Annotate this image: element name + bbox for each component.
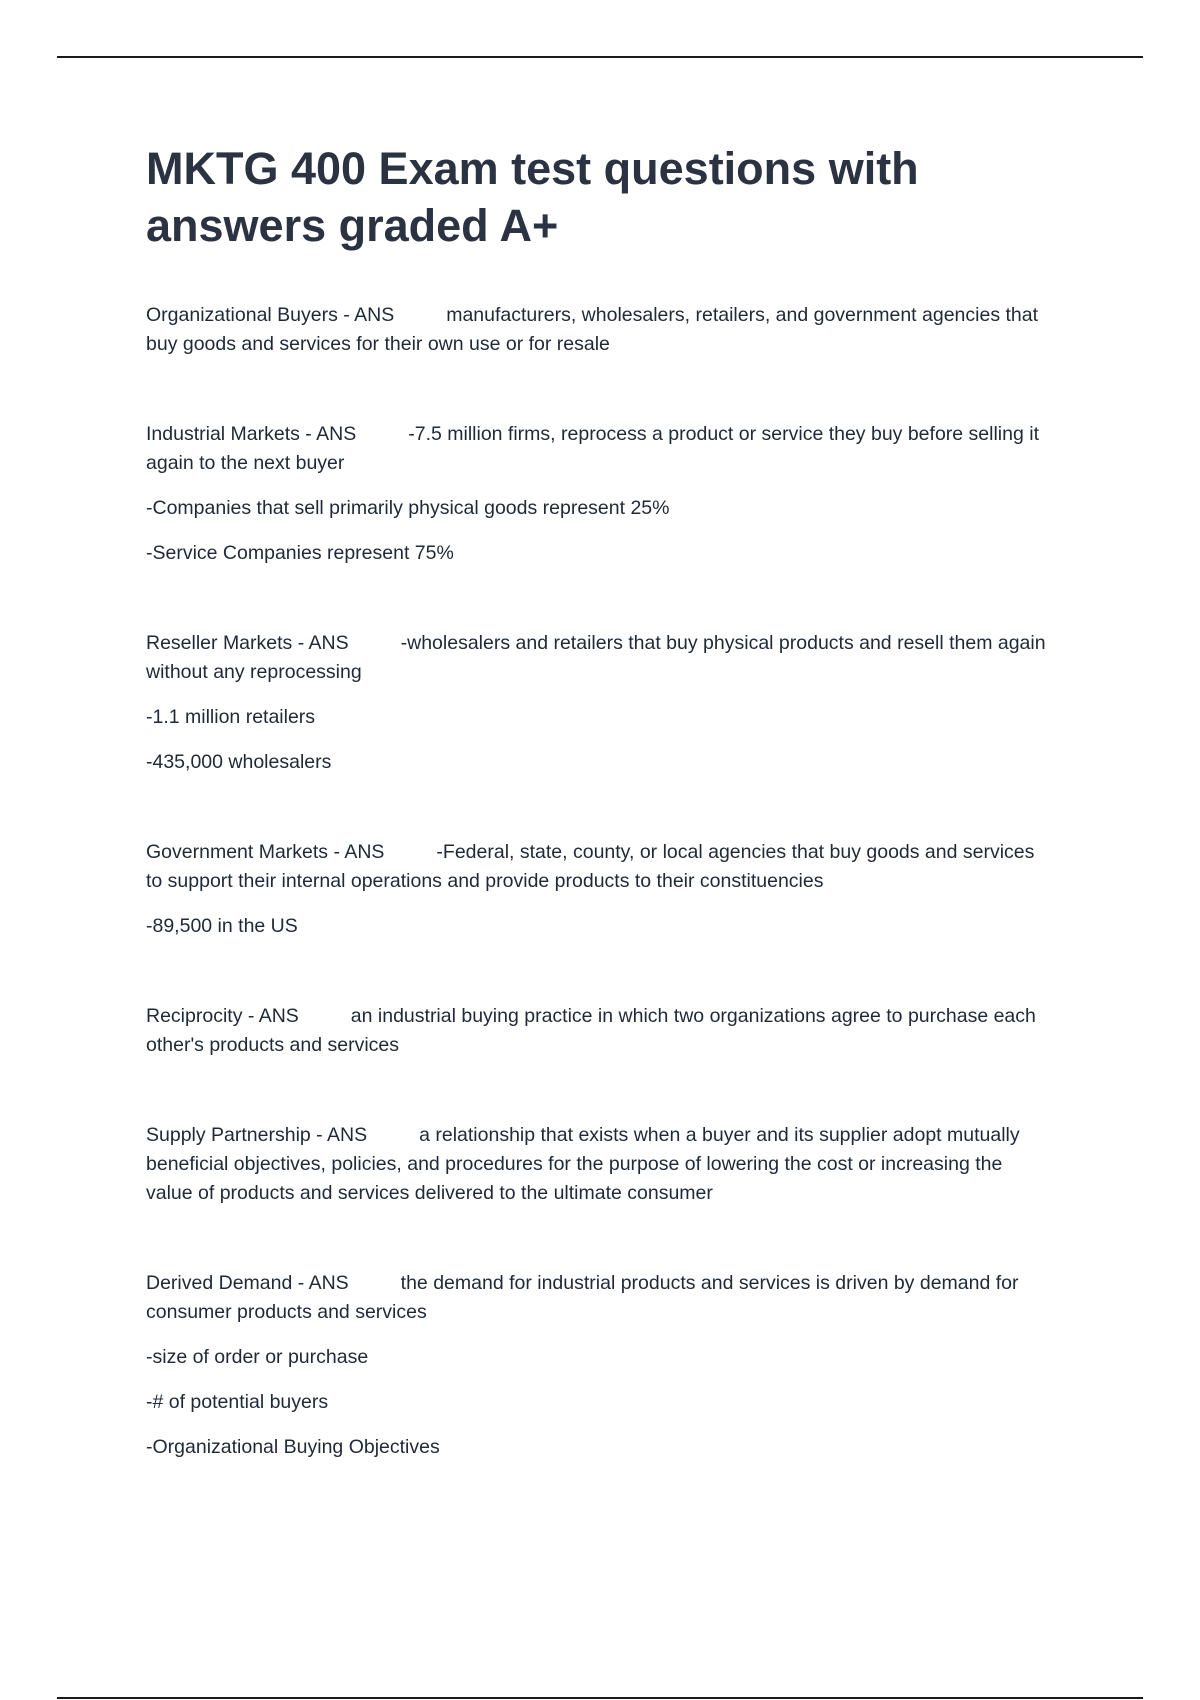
entry-main [146,1269,1046,1327]
entry-government-markets [146,838,1046,941]
entry-extra: -Organizational Buying Objectives [146,1436,440,1458]
entry-definition: -wholesalers and retailers that buy physical products and resell them again without any reprocessing [146,632,1046,683]
entry-definition: -Federal, state, county, or local agencies that buy goods and services to support their internal operations and provide products to their constituencies [146,841,1035,892]
entry-main [146,1002,1046,1060]
entry-main [146,1121,1046,1208]
entry-term: Government Markets - ANS [146,841,385,863]
entry-list [146,301,1046,1462]
entry-definition: the demand for industrial products and services is driven by demand for consumer products and services [146,1272,1019,1323]
entry-extra: -Companies that sell primarily physical goods represent 25% [146,497,670,519]
entry-main [146,838,1046,896]
entry-term: Industrial Markets - ANS [146,423,357,445]
entry-extra: -Service Companies represent 75% [146,542,454,564]
document-body [146,140,1046,1523]
entry-term: Derived Demand - ANS [146,1272,349,1294]
entry-main [146,420,1046,478]
entry-definition: -7.5 million firms, reprocess a product or service they buy before selling it again to the next buyer [146,423,1039,474]
entry-term: Supply Partnership - ANS [146,1124,368,1146]
entry-definition: a relationship that exists when a buyer and its supplier adopt mutually beneficial objectives, policies, and procedures for the purpose of lowering the cost or increasing the value of products and services delivered to the ultimate consumer [146,1124,1020,1204]
entry-definition: an industrial buying practice in which two organizations agree to purchase each other's products and services [146,1005,1036,1056]
entry-main [146,301,1046,359]
entry-term: Reseller Markets - ANS [146,632,349,654]
entry-definition: manufacturers, wholesalers, retailers, and government agencies that buy goods and services for their own use or for resale [146,304,1039,355]
entry-term: Reciprocity - ANS [146,1005,299,1027]
entry-main [146,629,1046,687]
entry-term: Organizational Buyers - ANS [146,304,395,326]
entry-derived-demand [146,1269,1046,1462]
top-rule [57,56,1143,58]
document-title: MKTG 400 Exam test questions with answers graded A+ [146,143,919,251]
entry-extra: -435,000 wholesalers [146,751,332,773]
entry-extra: -89,500 in the US [146,915,298,937]
bottom-rule [57,1697,1143,1699]
entry-reciprocity [146,1002,1046,1060]
entry-reseller-markets [146,629,1046,777]
entry-supply-partnership [146,1121,1046,1208]
entry-industrial-markets [146,420,1046,568]
entry-organizational-buyers [146,301,1046,359]
entry-extra: -# of potential buyers [146,1391,329,1413]
entry-extra: -1.1 million retailers [146,706,316,728]
entry-extra: -size of order or purchase [146,1346,369,1368]
